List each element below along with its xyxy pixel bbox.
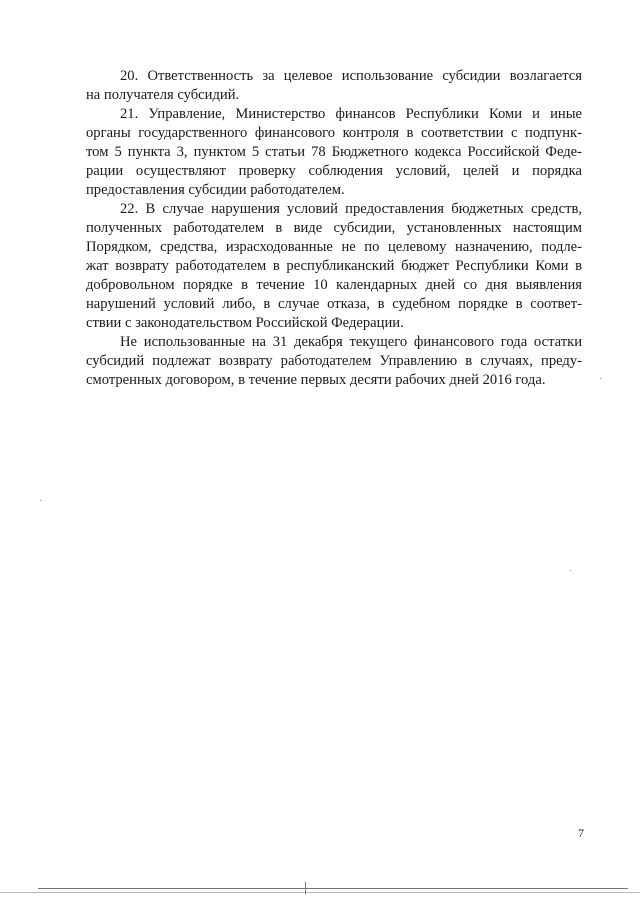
text-line: органы государственного финансового контроля в соответствии с подпунк- [86,125,582,141]
text-line: 20. Ответственность за целевое использование субсидии возлагается [120,68,582,84]
text-line: смотренных договором, в течение первых десяти рабочих дней 2016 года. [86,372,546,388]
scan-dust [40,500,41,501]
document-body [86,67,582,390]
text-line: ствии с законодательством Российской Федерации. [86,315,404,331]
text-line: рации осуществляют проверку соблюдения условий, целей и порядка [86,163,582,179]
paragraph-22 [86,200,582,333]
paragraph-remainder [86,333,582,390]
text-line: 21. Управление, Министерство финансов Республики Коми и иные [120,106,582,122]
paragraph-21 [86,105,582,200]
scan-border-line [0,892,640,893]
text-line: Не использованные на 31 декабря текущего финансового года остатки [120,334,582,350]
text-line: добровольном порядке в течение 10 календарных дней со дня выявления [86,277,582,293]
text-line: жат возврату работодателем в республиканский бюджет Республики Коми в [86,258,582,274]
text-line: субсидий подлежат возврату работодателем Управлению в случаях, преду- [86,353,582,369]
page-number: 7 [578,826,584,840]
scan-dust [570,570,571,571]
paragraph-20 [86,67,582,105]
scan-border-line [38,888,628,889]
text-line: Порядком, средства, израсходованные не по целевому назначению, подле- [86,239,582,255]
text-line: нарушений условий либо, в случае отказа, в судебном порядке в соответ- [86,296,582,312]
text-line: предоставления субсидии работодателем. [86,182,345,198]
text-line: 22. В случае нарушения условий предоставления бюджетных средств, [120,201,582,217]
scan-dust [600,378,601,379]
text-line: на получателя субсидий. [86,87,240,103]
text-line: том 5 пункта 3, пунктом 5 статьи 78 Бюджетного кодекса Российской Феде- [86,144,582,160]
scan-tick-mark [305,882,306,894]
text-line: полученных работодателем в виде субсидии, установленных настоящим [86,220,582,236]
